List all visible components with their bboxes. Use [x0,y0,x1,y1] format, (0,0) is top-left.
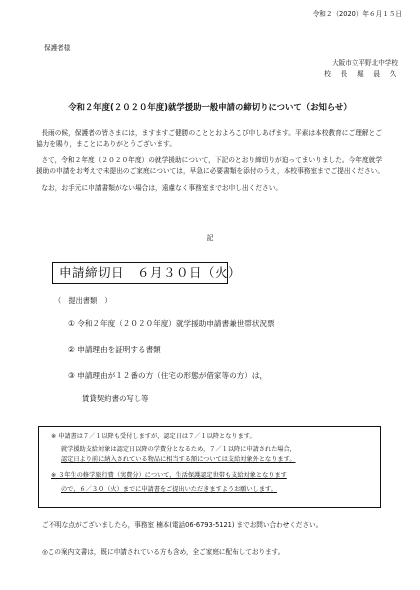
document-title: 令和２年度(２０２０年度)就学援助一般申請の締切りについて（お知らせ） [68,102,352,112]
document-item-3-continued: 賃貸契約書の写し等 [82,394,149,403]
closing-note: ◎この案内文書は，既に申請されている方も含め，全ご家庭に配布しております。 [42,548,285,556]
ki-heading: 記 [206,234,214,242]
document-item-2: ② 申請理由を証明する書類 [68,345,161,354]
deadline-text: 申請締切日 ６月３０日（火） [59,264,242,280]
deadline-box [52,262,242,284]
document-item-1: ① 令和２年度（２０２０年度）就学援助申請書兼世帯状況票 [68,319,275,328]
note-line-5: ので，６／３０（火）までに申請書をご提出いただきますようお願いします。 [61,486,277,493]
notice-paragraph: さて，令和２年度（２０２０年度）の就学援助について，下記のとおり締切りが迫ってまいりました。今年度就学援助の申請をお考えで未提出のご家庭については，早急に必要書類を添付のうえ，本校事務室までご提出ください。 [36,156,385,175]
school-name: 大阪市立平野北中学校 [332,59,398,67]
document-item-3: ③ 申請理由が１２番の方（住宅の形態が借家等の方）は， [68,371,268,380]
note-line-2: 就学援助支給対象は認定日以降の学費分となるため，７／１以降に申請された場合， [61,446,296,453]
notes-box [38,426,381,508]
note-line-4: ※ ３年生の修学旅行費（実費分）について，生活保護認定世帯も支給対象となります [51,472,287,479]
documents-heading: （ 提出書類 ） [54,296,112,305]
addressee: 保護者様 [44,44,71,52]
request-paragraph: なお，お手元に申請書類がない場合は，遠慮なく事務室までお申し出ください。 [41,184,283,192]
greeting-paragraph: 長雨の候，保護者の皆さまには，ますますご健勝のこととおよろこび申しあげます。平素は本校教育にご理解とご協力を賜り，まことにありがとうございます。 [36,129,382,148]
contact-info: ご不明な点がございましたら，事務室 楠本(電話06-6793-5121) までお問い合わせください。 [42,521,323,529]
note-line-1: ※ 申請書は７／１以降も受付しますが，認定日は７／１以降となります。 [51,433,256,440]
principal-name: 校 長 堀 晨 久 [324,70,398,78]
document-date: 令和２（2020）年６月１５日 [312,10,402,18]
note-line-3: 認定日より前に納入されている物品に相当する額については支給対象外となります。 [61,456,296,463]
